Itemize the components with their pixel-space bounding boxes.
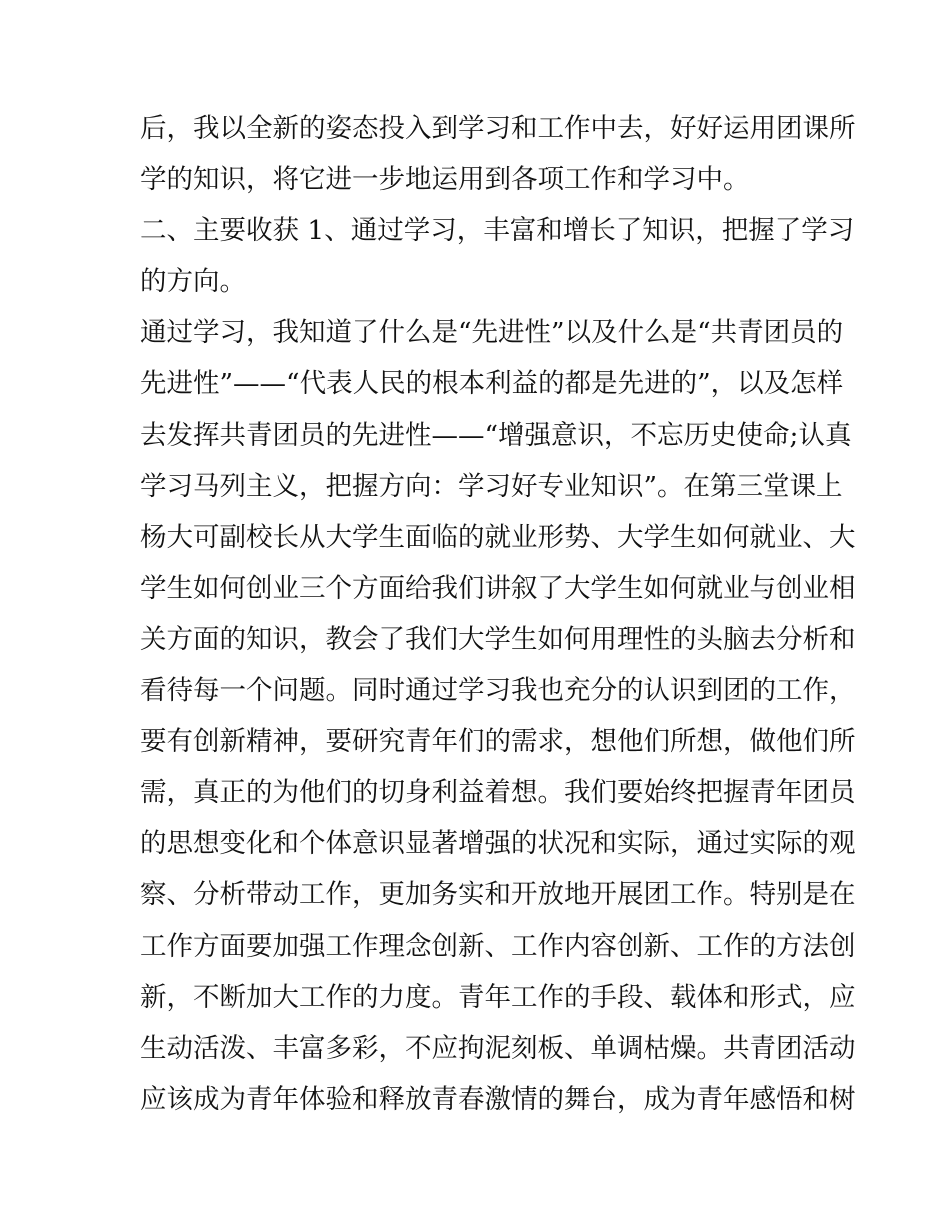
text-line-18: 新，不断加大工作的力度。青年工作的手段、载体和形式，应 — [140, 981, 856, 1013]
body-text — [140, 103, 856, 1125]
text-line-2: 学的知识，将它进一步地运用到各项工作和学习中。 — [140, 164, 750, 196]
text-line-19: 生动活泼、丰富多彩，不应拘泥刻板、单调枯燥。共青团活动 — [140, 1032, 856, 1064]
text-line-7: 去发挥共青团员的先进性——“增强意识，不忘历史使命;认真 — [140, 419, 852, 451]
text-line-8: 学习马列主义，把握方向：学习好专业知识”。在第三堂课上 — [140, 470, 843, 502]
text-line-13: 要有创新精神，要研究青年们的需求，想他们所想，做他们所 — [140, 726, 856, 758]
text-line-5: 通过学习，我知道了什么是“先进性”以及什么是“共青团员的 — [140, 317, 844, 349]
text-line-3: 二、主要收获 1、通过学习，丰富和增长了知识，把握了学习 — [140, 215, 855, 247]
text-line-9: 杨大可副校长从大学生面临的就业形势、大学生如何就业、大 — [140, 521, 856, 553]
text-line-20: 应该成为青年体验和释放青春激情的舞台，成为青年感悟和树 — [140, 1083, 856, 1115]
text-line-1: 后，我以全新的姿态投入到学习和工作中去，好好运用团课所 — [140, 113, 856, 144]
text-line-6: 先进性”——“代表人民的根本利益的都是先进的”，以及怎样 — [140, 368, 844, 400]
text-line-10: 学生如何创业三个方面给我们讲叙了大学生如何就业与创业相 — [140, 572, 856, 604]
text-line-12: 看待每一个问题。同时通过学习我也充分的认识到团的工作， — [140, 675, 856, 707]
text-line-15: 的思想变化和个体意识显著增强的状况和实际，通过实际的观 — [140, 828, 856, 860]
text-line-4: 的方向。 — [140, 266, 246, 298]
text-line-17: 工作方面要加强工作理念创新、工作内容创新、工作的方法创 — [140, 930, 856, 962]
text-line-16: 察、分析带动工作，更加务实和开放地开展团工作。特别是在 — [140, 879, 856, 911]
text-line-14: 需，真正的为他们的切身利益着想。我们要始终把握青年团员 — [140, 777, 856, 809]
text-line-11: 关方面的知识，教会了我们大学生如何用理性的头脑去分析和 — [140, 623, 856, 655]
